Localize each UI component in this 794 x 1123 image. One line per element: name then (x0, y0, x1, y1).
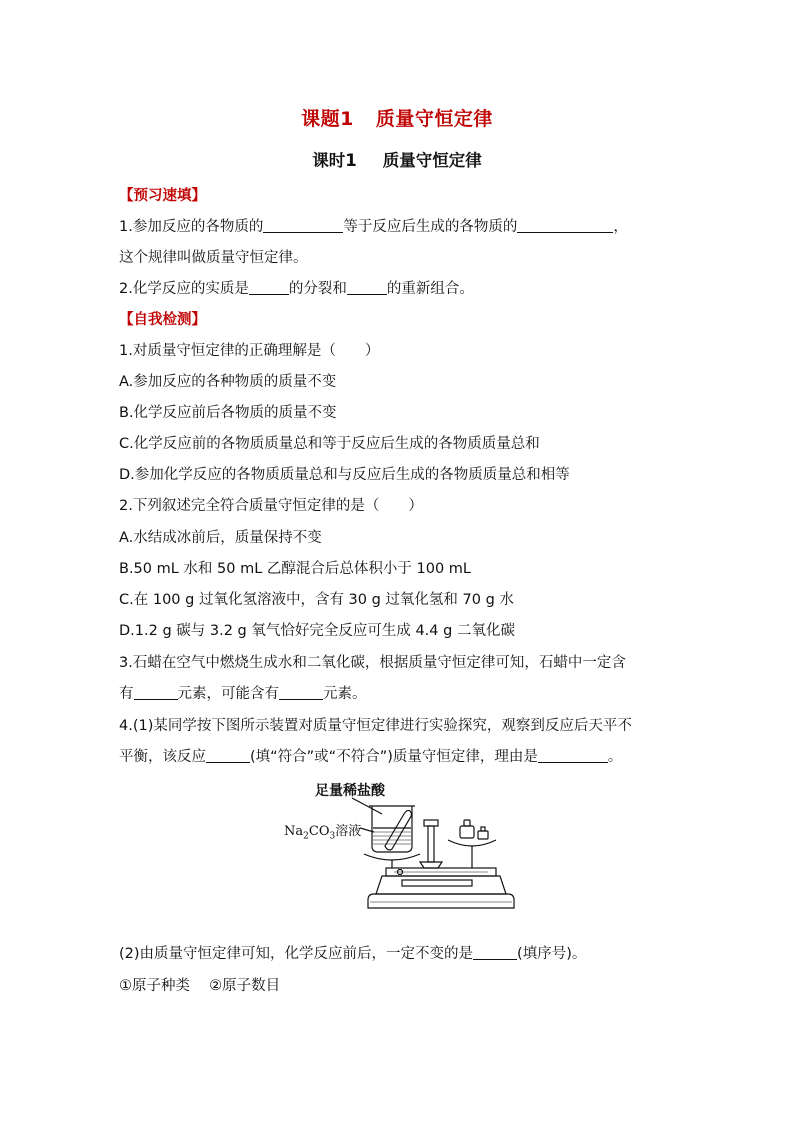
preview-question-1-cont: 这个规律叫做质量守恒定律。 (119, 250, 308, 266)
answer-blank[interactable] (347, 279, 387, 295)
page-title (0, 104, 794, 131)
selftest-q1-option-b[interactable]: B.化学反应前后各物质的质量不变 (119, 405, 337, 421)
selftest-q4-options: ①原子种类 ②原子数目 (119, 978, 281, 994)
selftest-q4-part2: (2)由质量守恒定律可知，化学反应前后，一定不变的是 (填序号)。 (119, 946, 587, 962)
figure-label-sodium-carbonate: $Na_2CO_3$溶液 (284, 824, 362, 842)
selftest-q1-option-a[interactable]: A.参加反应的各种物质的质量不变 (119, 374, 337, 390)
preview-question-1: 1.参加反应的各物质的 等于反应后生成的各物质的 ， (119, 219, 628, 235)
selftest-q1-stem: 1.对质量守恒定律的正确理解是（ ） (119, 343, 380, 359)
selftest-q1-option-d[interactable]: D.参加化学反应的各物质质量总和与反应后生成的各物质质量总和相等 (119, 467, 570, 483)
page-subtitle (0, 147, 794, 171)
subtitle-topic: 质量守恒定律 (382, 151, 482, 170)
selftest-q2-option-c[interactable]: C.在 100 g 过氧化氢溶液中，含有 30 g 过氧化氢和 70 g 水 (119, 592, 514, 608)
selftest-q2-option-a[interactable]: A.水结成冰前后，质量保持不变 (119, 530, 322, 546)
answer-blank[interactable] (517, 217, 613, 233)
answer-blank[interactable] (279, 684, 323, 700)
answer-blank[interactable] (263, 217, 343, 233)
title-lesson: 课题1 (301, 108, 354, 130)
section-preview-heading: 【预习速填】 (119, 188, 206, 204)
balance-apparatus-figure (282, 776, 518, 932)
selftest-q3-line2: 有 元素，可能含有 元素。 (119, 686, 367, 702)
figure-label-hydrochloric-acid: 足量稀盐酸 (315, 783, 385, 799)
selftest-q2-stem: 2.下列叙述完全符合质量守恒定律的是（ ） (119, 498, 423, 514)
answer-blank[interactable] (206, 747, 250, 763)
answer-blank[interactable] (473, 944, 517, 960)
selftest-q2-option-d[interactable]: D.1.2 g 碳与 3.2 g 氧气恰好完全反应可生成 4.4 g 二氧化碳 (119, 623, 515, 639)
answer-blank[interactable] (249, 279, 289, 295)
section-selftest-heading: 【自我检测】 (119, 312, 206, 328)
selftest-q4-line1: 4.(1)某同学按下图所示装置对质量守恒定律进行实验探究，观察到反应后天平不 (119, 718, 632, 734)
selftest-q4-line2: 平衡，该反应 (填“符合”或“不符合”)质量守恒定律，理由是 。 (119, 749, 623, 765)
selftest-q1-option-c[interactable]: C.化学反应前的各物质质量总和等于反应后生成的各物质质量总和 (119, 436, 540, 452)
subtitle-period: 课时1 (312, 151, 357, 170)
selftest-q2-option-b[interactable]: B.50 mL 水和 50 mL 乙醇混合后总体积小于 100 mL (119, 561, 472, 577)
title-topic: 质量守恒定律 (375, 108, 493, 130)
selftest-q3-line1: 3.石蜡在空气中燃烧生成水和二氧化碳，根据质量守恒定律可知，石蜡中一定含 (119, 655, 626, 671)
answer-blank[interactable] (134, 684, 178, 700)
preview-question-2: 2.化学反应的实质是 的分裂和 的重新组合。 (119, 281, 474, 297)
answer-blank[interactable] (538, 747, 608, 763)
